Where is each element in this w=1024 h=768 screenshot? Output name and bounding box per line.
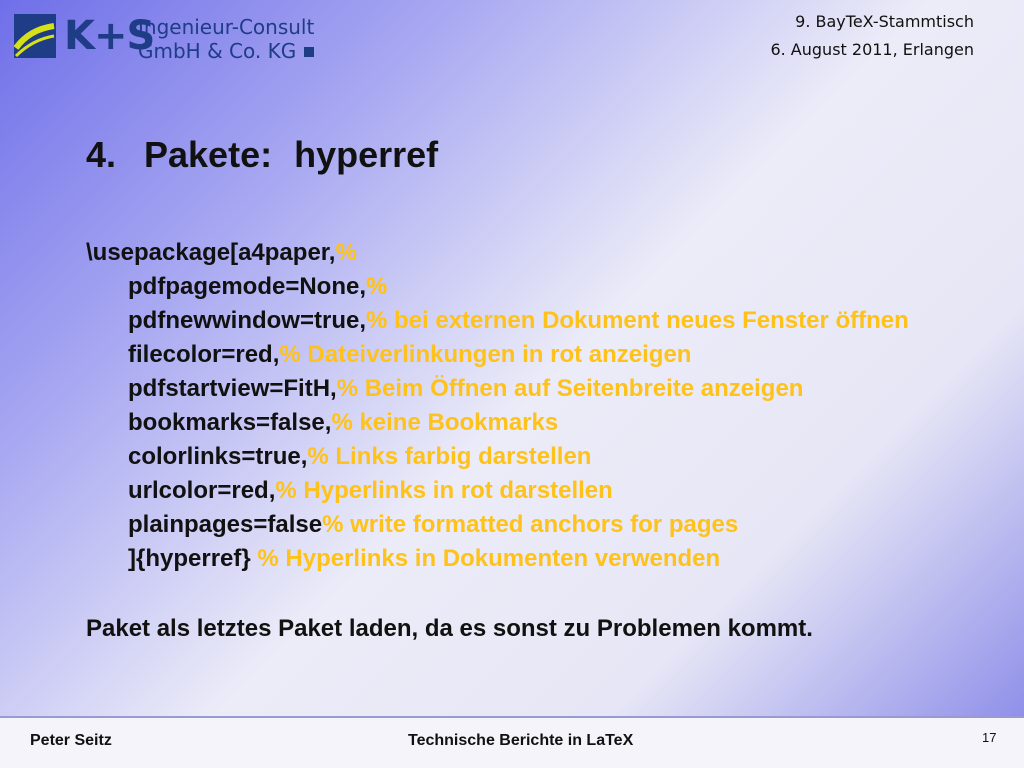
code-comment: %: [335, 239, 357, 266]
code-text: colorlinks=true,: [128, 443, 308, 470]
title-label: Pakete:: [144, 134, 273, 175]
code-comment: % Dateiverlinkungen in rot anzeigen: [279, 341, 692, 368]
event-info: [770, 8, 974, 64]
code-line: [86, 542, 909, 576]
code-text: pdfnewwindow=true,: [128, 307, 366, 334]
slide-title: [86, 134, 438, 176]
code-comment: %: [366, 273, 388, 300]
code-text: filecolor=red,: [128, 341, 280, 368]
code-text: plainpages=false: [128, 511, 323, 538]
code-line: [86, 372, 909, 406]
code-line: [86, 236, 909, 270]
code-line: [86, 406, 909, 440]
code-comment: % write formatted anchors for pages: [322, 511, 739, 538]
event-name: 9. BayTeX-Stammtisch: [795, 12, 974, 31]
logo-line2-text: GmbH & Co. KG: [138, 39, 297, 63]
code-comment: % Links farbig darstellen: [307, 443, 592, 470]
code-line: [86, 338, 909, 372]
code-comment: % Hyperlinks in Dokumenten verwenden: [257, 545, 721, 572]
logo-square-icon: [304, 47, 314, 57]
title-number: 4.: [86, 134, 117, 175]
code-comment: % Beim Öffnen auf Seitenbreite anzeigen: [336, 375, 804, 402]
code-comment: % bei externen Dokument neues Fenster öffnen: [366, 307, 909, 334]
logo-line2: [138, 40, 314, 62]
slide-note: Paket als letztes Paket laden, da es sonst zu Problemen kommt.: [86, 615, 813, 642]
code-text: ]{hyperref}: [128, 545, 258, 572]
slide-header: [0, 0, 1024, 80]
code-comment: % keine Bookmarks: [331, 409, 559, 436]
code-text: \usepackage[a4paper,: [86, 239, 336, 266]
code-block: [86, 236, 909, 576]
logo-line1: Ingenieur-Consult: [138, 15, 315, 39]
code-line: [86, 474, 909, 508]
page-number: 17: [982, 730, 997, 745]
company-logo: [14, 13, 315, 63]
event-date: 6. August 2011, Erlangen: [770, 40, 974, 59]
code-line: [86, 508, 909, 542]
code-line: [86, 440, 909, 474]
code-text: urlcolor=red,: [128, 477, 276, 504]
code-comment: % Hyperlinks in rot darstellen: [275, 477, 613, 504]
code-line: [86, 304, 909, 338]
slide-footer: [0, 718, 1024, 768]
footer-title: Technische Berichte in LaTeX: [408, 732, 634, 749]
title-topic: hyperref: [294, 134, 439, 175]
logo-brand: K+S: [64, 13, 155, 59]
code-line: [86, 270, 909, 304]
code-text: bookmarks=false,: [128, 409, 332, 436]
code-text: pdfpagemode=None,: [128, 273, 367, 300]
logo-mark-icon: [14, 14, 56, 58]
code-text: pdfstartview=FitH,: [128, 375, 337, 402]
footer-author: Peter Seitz: [30, 732, 112, 749]
